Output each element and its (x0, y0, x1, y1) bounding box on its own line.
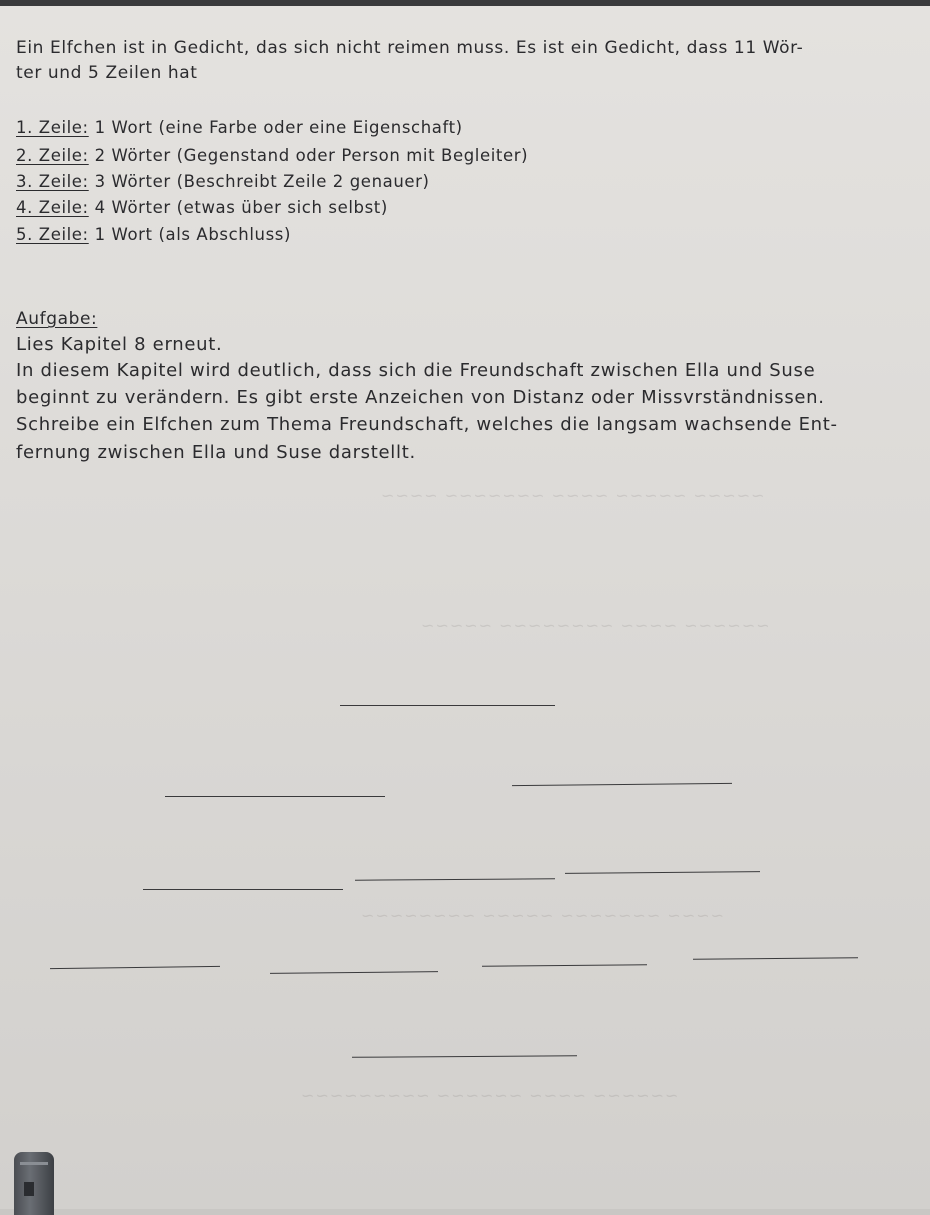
rule-line-3 (16, 172, 430, 191)
pen-cap-decoration (14, 1152, 54, 1215)
rule-label: 4. Zeile: (16, 198, 89, 217)
rule-label: 1. Zeile: (16, 118, 89, 137)
answer-line-row2-1[interactable] (165, 796, 385, 797)
answer-line-row4-1[interactable] (50, 966, 220, 969)
rule-text: 3 Wörter (Beschreibt Zeile 2 genauer) (88, 172, 430, 191)
rule-text: 1 Wort (als Abschluss) (88, 225, 291, 244)
show-through-decoration: ~~~~~~ ~~~~ ~~~~~~~~ ~~~~~ (420, 616, 770, 635)
answer-line-row1-1[interactable] (340, 705, 555, 706)
task-line-1: Lies Kapitel 8 erneut. (16, 334, 223, 355)
answer-line-row3-3[interactable] (565, 871, 760, 874)
rule-label: 3. Zeile: (16, 172, 89, 191)
task-line-5: fernung zwischen Ella und Suse darstellt. (16, 442, 416, 463)
task-line-2: In diesem Kapitel wird deutlich, dass sich die Freundschaft zwischen Ella und Suse (16, 360, 816, 381)
rule-line-1 (16, 118, 463, 137)
rule-line-4 (16, 198, 388, 217)
answer-line-row4-3[interactable] (482, 964, 647, 966)
rule-line-5 (16, 225, 291, 244)
rule-label: 5. Zeile: (16, 225, 89, 244)
rule-text: 2 Wörter (Gegenstand oder Person mit Begleiter) (88, 146, 529, 165)
worksheet-page (0, 6, 930, 1209)
answer-line-row2-2[interactable] (512, 783, 732, 786)
task-heading: Aufgabe: (16, 309, 98, 329)
answer-line-row3-1[interactable] (143, 889, 343, 890)
intro-line-2: ter und 5 Zeilen hat (16, 63, 198, 83)
rule-line-2 (16, 146, 528, 165)
show-through-decoration: ~~~~~~ ~~~~ ~~~~~~ ~~~~~~~~~ (300, 1086, 679, 1105)
intro-line-1: Ein Elfchen ist in Gedicht, das sich nicht reimen muss. Es ist ein Gedicht, dass 11 Wör- (16, 38, 804, 58)
show-through-decoration: ~~~~~ ~~~~~ ~~~~ ~~~~~~~ ~~~~ (380, 486, 765, 505)
answer-line-row5-1[interactable] (352, 1055, 577, 1058)
answer-line-row4-2[interactable] (270, 971, 438, 974)
task-line-3: beginnt zu verändern. Es gibt erste Anzeichen von Distanz oder Missvrständnissen. (16, 387, 825, 408)
answer-line-row4-4[interactable] (693, 957, 858, 959)
task-line-4: Schreibe ein Elfchen zum Thema Freundschaft, welches die langsam wachsende Ent- (16, 414, 838, 435)
rule-label: 2. Zeile: (16, 146, 89, 165)
rule-text: 1 Wort (eine Farbe oder eine Eigenschaft) (88, 118, 463, 137)
rule-text: 4 Wörter (etwas über sich selbst) (88, 198, 388, 217)
show-through-decoration: ~~~~ ~~~~~~~ ~~~~~ ~~~~~~~~ (360, 906, 725, 925)
answer-line-row3-2[interactable] (355, 878, 555, 880)
